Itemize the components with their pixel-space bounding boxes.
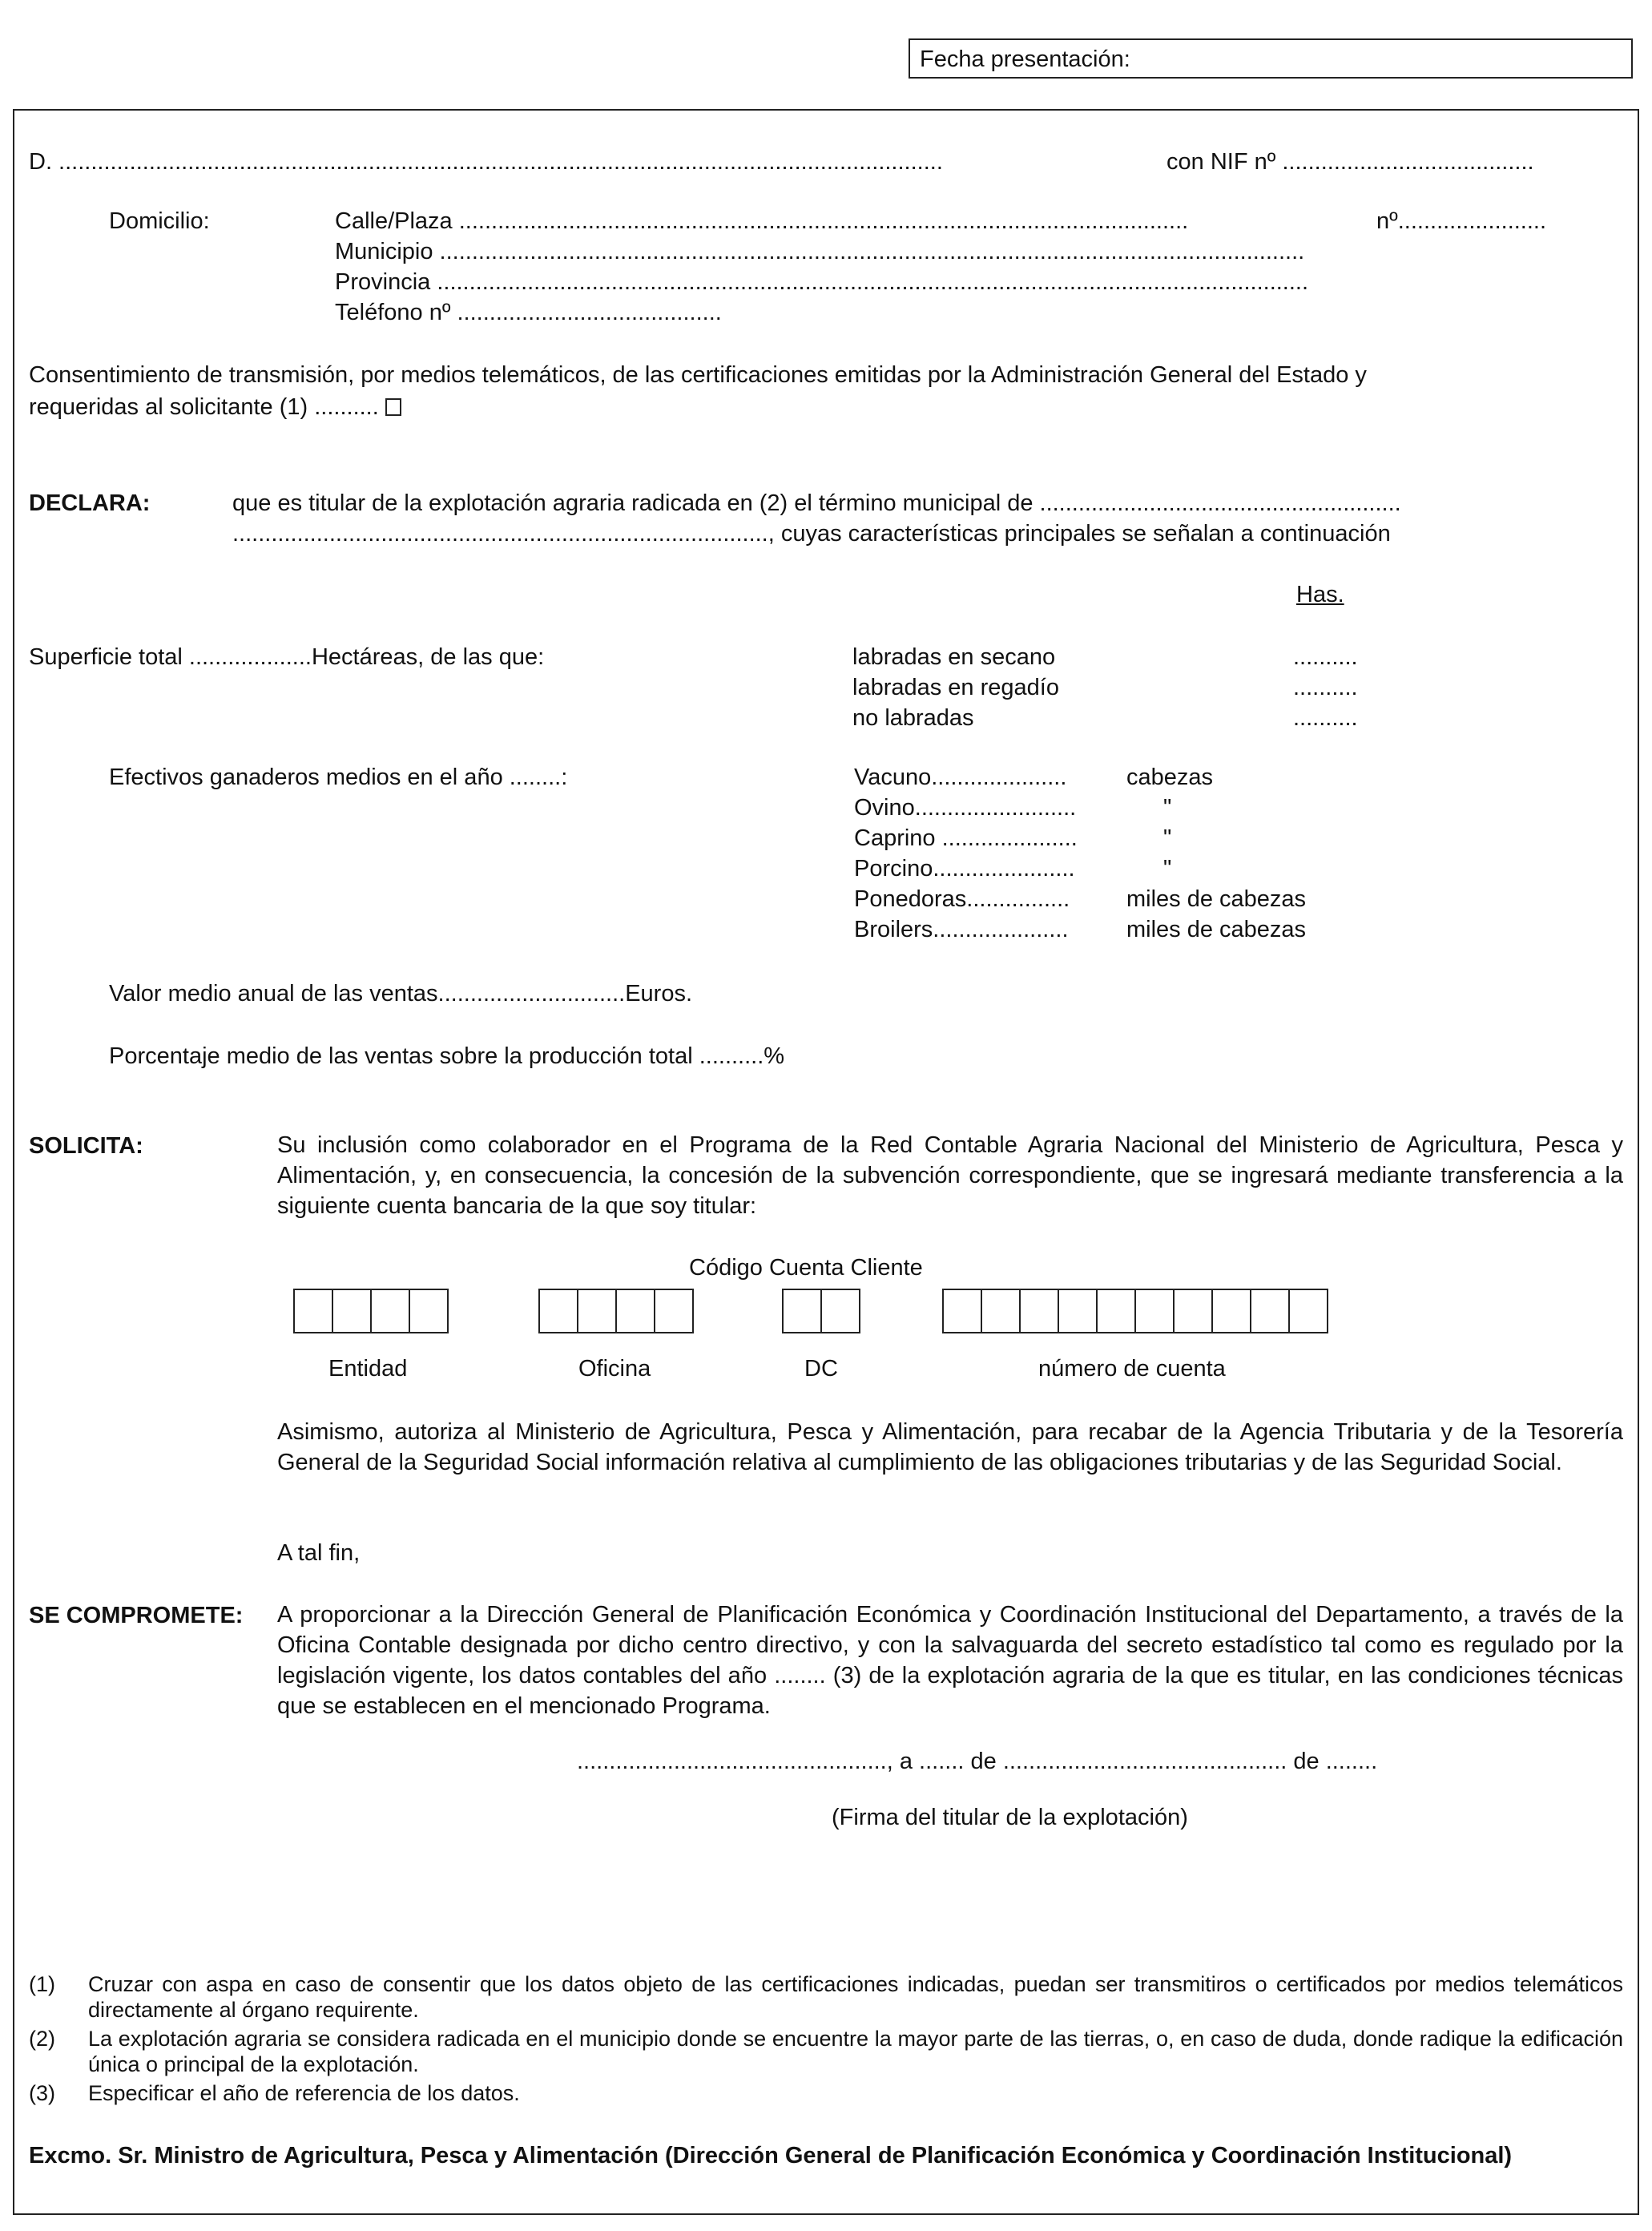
note-3-num: (3) [29,2081,55,2105]
ccc-cuenta-digit[interactable] [1211,1289,1251,1333]
ccc-cuenta-digit[interactable] [942,1289,982,1333]
ccc-cuenta-digit[interactable] [1134,1289,1175,1333]
consent-text-line2 [29,393,401,422]
compromete-text: A proporcionar a la Dirección General de Planificación Económica y Coordinación Institucional del Departamento, a través de la Oficina Contable designada por dicho centro directivo, y con la salvaguarda del secreto estadístico tal como es regulado por la legislación vigente, los datos contables del año ........ (3) de la explotación agraria de la que es titular, en las condiciones técnicas que se establecen en el mencionado Programa. [277,1602,1623,1719]
calle-field[interactable]: Calle/Plaza ................................................................................................................. [335,208,1189,234]
ganado-caprino-field[interactable]: Caprino ..................... [854,825,1078,851]
ganado-ponedoras-field[interactable]: Ponedoras................ [854,886,1070,912]
porcentaje-ventas-field[interactable]: Porcentaje medio de las ventas sobre la producción total ..........% [109,1043,785,1069]
ccc-oficina-digit[interactable] [577,1289,617,1333]
provincia-field[interactable]: Provincia ....................................................................................................................................... [335,269,1309,295]
ccc-dc-boxes[interactable] [782,1289,860,1335]
note-3-text: Especificar el año de referencia de los datos. [88,2081,520,2105]
note-1-text: Cruzar con aspa en caso de consentir que los datos objeto de las certificaciones indicadas, puedan ser transmitiros o certificados por medios telemáticos directamente al órgano requirente. [88,1972,1623,2022]
valor-ventas-field[interactable]: Valor medio anual de las ventas.............................Euros. [109,981,693,1007]
ccc-cuenta-digit[interactable] [1058,1289,1098,1333]
ccc-cuenta-digit[interactable] [1096,1289,1136,1333]
ccc-dc-digit[interactable] [820,1289,860,1333]
firma-label: (Firma del titular de la explotación) [832,1805,1188,1830]
superficie-no-labradas-label: no labradas [852,705,974,731]
superficie-regadio-value[interactable]: .......... [1293,675,1358,700]
superficie-secano-label: labradas en secano [852,644,1056,670]
declara-label: DECLARA: [29,490,151,516]
ganado-label[interactable]: Efectivos ganaderos medios en el año ........: [109,765,568,790]
declara-line2[interactable]: ..................................................................................., cuyas características principales se señalan a continuación [232,521,1391,547]
superficie-no-labradas-value[interactable]: .......... [1293,705,1358,731]
ccc-dc-digit[interactable] [782,1289,822,1333]
ccc-cuenta-label: número de cuenta [1038,1356,1226,1382]
ccc-oficina-digit[interactable] [654,1289,694,1333]
consent-checkbox[interactable] [385,398,401,416]
superficie-secano-value[interactable]: .......... [1293,644,1358,670]
ccc-oficina-label: Oficina [578,1356,651,1382]
ganado-porcino-field[interactable]: Porcino...................... [854,856,1075,882]
consent-text: requeridas al solicitante (1) .......... [29,394,379,420]
ccc-title: Código Cuenta Cliente [689,1255,923,1281]
applicant-name-line[interactable]: D. ......................................................................................................................................... [29,149,943,175]
ccc-oficina-digit[interactable] [538,1289,578,1333]
has-header: Has. [1296,582,1344,607]
ganado-ponedoras-unit: miles de cabezas [1126,886,1307,912]
domicilio-label: Domicilio: [109,208,210,234]
ccc-entidad-digit[interactable] [293,1289,333,1333]
ccc-entidad-boxes[interactable] [293,1289,449,1335]
nif-field[interactable]: con NIF nº ....................................... [1166,149,1534,175]
consent-text-line1: Consentimiento de transmisión, por medios telemáticos, de las certificaciones emitidas por la Administración General del Estado y [29,362,1367,388]
addressee-text: Excmo. Sr. Ministro de Agricultura, Pesca y Alimentación (Dirección General de Planificación Económica y Coordinación Institucional) [29,2143,1513,2168]
superficie-total-field[interactable]: Superficie total ...................Hectáreas, de las que: [29,644,545,670]
ganado-vacuno-unit: cabezas [1126,765,1214,790]
ganado-broilers-field[interactable]: Broilers..................... [854,917,1069,942]
ccc-cuenta-boxes[interactable] [942,1289,1328,1335]
ccc-entidad-digit[interactable] [370,1289,410,1333]
compromete-label: SE COMPROMETE: [29,1603,244,1628]
ccc-cuenta-digit[interactable] [981,1289,1021,1333]
municipio-field[interactable]: Municipio ...................................................................................................................................... [335,239,1305,264]
ganado-porcino-unit: " [1163,856,1172,882]
ccc-oficina-digit[interactable] [615,1289,655,1333]
ccc-dc-label: DC [804,1356,838,1382]
declara-line1[interactable]: que es titular de la explotación agraria radicada en (2) el término municipal de ........................................................ [232,490,1401,516]
ccc-cuenta-digit[interactable] [1173,1289,1213,1333]
note-2-num: (2) [29,2027,55,2051]
ganado-vacuno-field[interactable]: Vacuno..................... [854,765,1067,790]
numero-field[interactable]: nº....................... [1376,208,1547,234]
ganado-ovino-field[interactable]: Ovino......................... [854,795,1077,821]
note-2-text: La explotación agraria se considera radicada en el municipio donde se encuentre la mayor parte de las tierras, o, en caso de duda, donde radique la edificación única o principal de la explotación. [88,2027,1623,2076]
ccc-entidad-digit[interactable] [332,1289,372,1333]
superficie-regadio-label: labradas en regadío [852,675,1059,700]
ganado-ovino-unit: " [1163,795,1172,821]
solicita-label: SOLICITA: [29,1133,143,1159]
ccc-cuenta-digit[interactable] [1250,1289,1290,1333]
ccc-cuenta-digit[interactable] [1288,1289,1328,1333]
fecha-presentacion-box[interactable] [909,38,1633,79]
ganado-caprino-unit: " [1163,825,1172,851]
ganado-broilers-unit: miles de cabezas [1126,917,1307,942]
ccc-entidad-digit[interactable] [409,1289,449,1333]
note-1-num: (1) [29,1972,55,1996]
ccc-entidad-label: Entidad [328,1356,408,1382]
telefono-field[interactable]: Teléfono nº ......................................... [335,300,722,325]
solicita-text: Su inclusión como colaborador en el Programa de la Red Contable Agraria Nacional del Ministerio de Agricultura, Pesca y Alimentación, y, en consecuencia, la concesión de la subvención correspondiente, que se ingresará mediante transferencia a la siguiente cuenta bancaria de la que soy titular: [277,1132,1623,1219]
lugar-fecha-field[interactable]: ................................................, a ....... de ............................................ de ........ [577,1749,1378,1774]
ccc-cuenta-digit[interactable] [1019,1289,1059,1333]
a-tal-fin-text: A tal fin, [277,1540,361,1566]
ccc-oficina-boxes[interactable] [538,1289,694,1335]
fecha-presentacion-label: Fecha presentación: [920,46,1130,72]
autoriza-text: Asimismo, autoriza al Ministerio de Agricultura, Pesca y Alimentación, para recabar de la Agencia Tributaria y de la Tesorería General de la Seguridad Social información relativa al cumplimiento de las obligaciones tributarias y de las Seguridad Social. [277,1419,1623,1475]
